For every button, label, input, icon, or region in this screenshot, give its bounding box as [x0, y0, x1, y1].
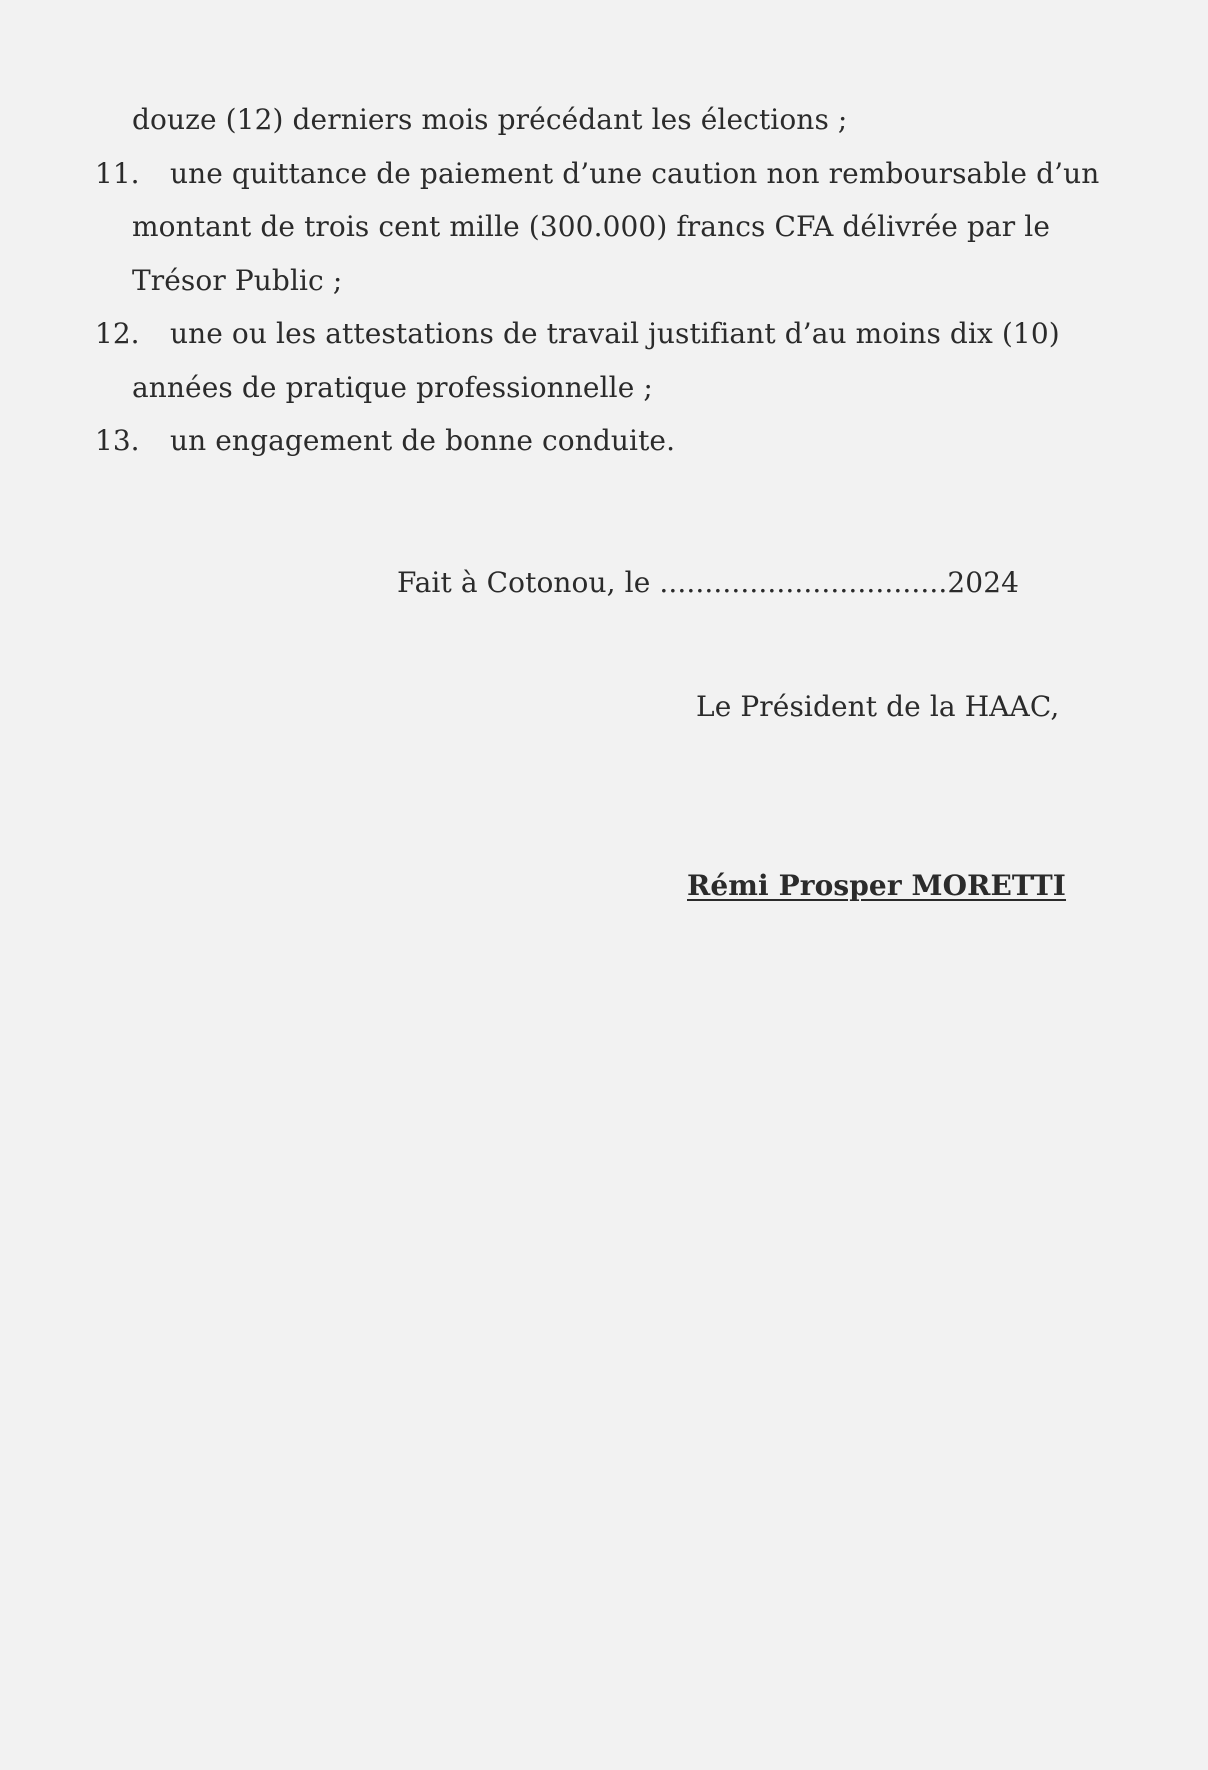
signatory-title: Le Président de la HAAC, — [696, 690, 1060, 723]
signatory-name: Rémi Prosper MORETTI — [687, 869, 1067, 902]
place-date: Fait à Cotonou, le ................................2024 — [397, 566, 1020, 599]
item-number: 11. — [95, 157, 140, 190]
item-line: une quittance de paiement d’une caution non remboursable d’un — [170, 157, 1100, 190]
item-number: 12. — [95, 317, 140, 350]
item-line: Trésor Public ; — [132, 264, 343, 297]
item-line: montant de trois cent mille (300.000) francs CFA délivrée par le — [132, 210, 1050, 243]
item-line: un engagement de bonne conduite. — [170, 424, 676, 457]
item-line: une ou les attestations de travail justifiant d’au moins dix (10) — [170, 317, 1060, 350]
item-number: 13. — [95, 424, 140, 457]
continuation-text: douze (12) derniers mois précédant les élections ; — [132, 103, 848, 136]
item-line: années de pratique professionnelle ; — [132, 371, 653, 404]
